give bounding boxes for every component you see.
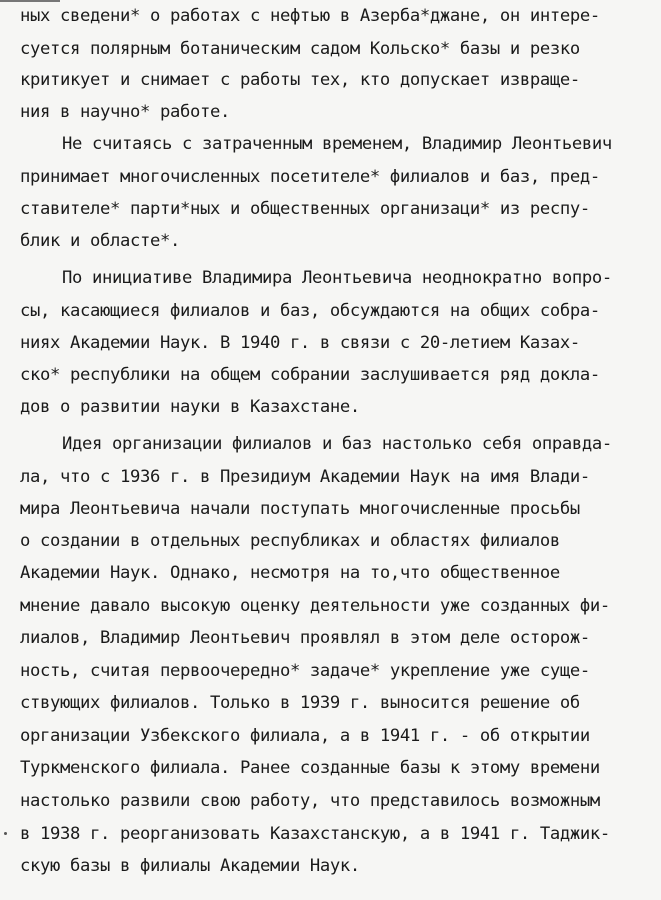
text-line: ставителе* парти*ных и общественных организаци* из респу- [20,199,590,219]
text-line: По инициативе Владимира Леонтьевича неоднократно вопро- [62,268,612,288]
text-line: дов о развитии науки в Казахстане. [20,397,360,417]
text-line: мнение давало высокую оценку деятельности уже созданных фи- [20,596,610,616]
text-line: ла, что с 1936 г. в Президиум Академии Наук на имя Влади- [20,467,590,487]
text-line: ствующих филиалов. Только в 1939 г. выносится решение об [20,693,580,713]
page-edge-mark [0,0,60,2]
text-line: принимает многочисленных посетителе* филиалов и баз, пред- [20,167,600,187]
text-line: ниях Академии Наук. В 1940 г. в связи с 20-летием Казах- [20,333,580,353]
text-line: о создании в отдельных республиках и областях филиалов [20,531,560,551]
text-line: критикует и снимает с работы тех, кто допускает извраще- [20,70,580,90]
text-line: ность, считая первоочередно* задаче* укрепление уже суще- [20,661,590,681]
text-line: мира Леонтьевича начали поступать многочисленные просьбы [20,499,580,519]
text-line: суется полярным ботаническим садом Кольско* базы и резко [20,39,580,59]
text-line: Не считаясь с затраченным временем, Владимир Леонтьевич [62,134,612,154]
text-line: ния в научно* работе. [20,102,230,122]
margin-speck [4,832,7,835]
text-line: Туркменского филиала. Ранее созданные базы к этому времени [20,758,600,778]
text-line: ных сведени* о работах с нефтью в Азерба*джане, он интере- [20,6,600,26]
text-line: сы, касающиеся филиалов и баз, обсуждаются на общих собра- [20,301,600,321]
text-line: организации Узбекского филиала, а в 1941 г. - об открытии [20,726,590,746]
text-line: настолько развили свою работу, что представилось возможным [20,791,600,811]
text-line: Академии Наук. Однако, несмотря на то,что общественное [20,563,560,583]
text-line: лиалов, Владимир Леонтьевич проявлял в этом деле осторож- [20,628,590,648]
text-line: блик и областе*. [20,231,180,251]
text-line: ско* республики на общем собрании заслушивается ряд докла- [20,365,600,385]
text-line: в 1938 г. реорганизовать Казахстанскую, а в 1941 г. Таджик- [20,824,610,844]
text-line: Идея организации филиалов и баз настолько себя оправда- [62,434,612,454]
text-line: скую базы в филиалы Академии Наук. [20,856,360,876]
